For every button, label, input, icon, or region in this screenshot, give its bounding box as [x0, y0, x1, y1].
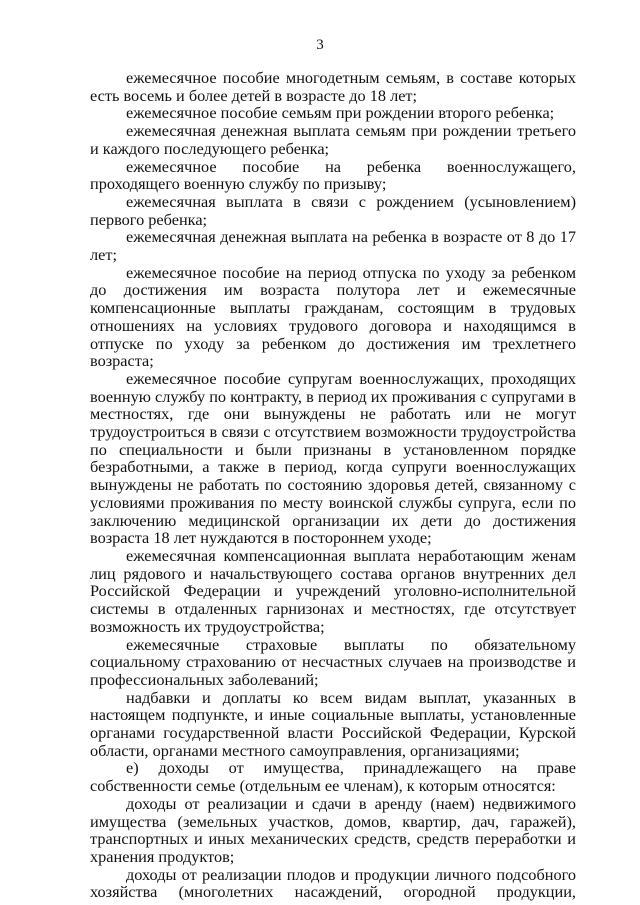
- paragraph: доходы от реализации плодов и продукции личного подсобного хозяйства (многолетних насаждений, огородной продукции,: [90, 864, 576, 902]
- paragraph: ежемесячное пособие многодетным семьям, в составе которых есть восемь и более детей в возрасте до 18 лет;: [90, 68, 576, 105]
- paragraph: ежемесячная компенсационная выплата неработающим женам лиц рядового и начальствующего состава органов внутренних дел Российской Федерации и учреждений уголовно-исполнительной системы в отдаленных гарнизонах и местностях, где отсутствует возможность их трудоустройства;: [90, 545, 576, 636]
- paragraph: ежемесячное пособие на период отпуска по уходу за ребенком до достижения им возраста полутора лет и ежемесячные компенсационные выплаты гражданам, состоящим в трудовых отношениях на условиях трудового договора и находящимся в отпуске по уходу за ребенком до достижения им трехлетнего возраста;: [90, 262, 576, 371]
- paragraph: ежемесячные страховые выплаты по обязательному социальному страхованию от несчастных случаев на производстве и профессиональных заболеваний;: [90, 634, 576, 689]
- paragraph: доходы от реализации и сдачи в аренду (наем) недвижимого имущества (земельных участков, домов, квартир, дач, гаражей), транспортных и иных механических средств, средств переработки и хранения продуктов;: [90, 793, 576, 866]
- paragraph: ежемесячное пособие супругам военнослужащих, проходящих военную службу по контракту, в период их проживания с супругами в местностях, где они вынуждены не работать или не могут трудоустроиться в связи с отсутствием возможности трудоустройства по специальности и были признаны в установленном порядке безработными, а также в период, когда супруги военнослужащих вынуждены не работать по состоянию здоровья детей, связанному с условиями проживания по месту воинской службы супруга, если по заключению медицинской организации их дети до достижения возраста 18 лет нуждаются в постороннем уходе;: [90, 368, 576, 548]
- paragraph: ежемесячная выплата в связи с рождением (усыновлением) первого ребенка;: [90, 191, 576, 229]
- paragraph: надбавки и доплаты ко всем видам выплат, указанных в настоящем подпункте, и иные социальные выплаты, установленные органами государственной власти Российской Федерации, Курской области, органами местного самоуправления, организациями;: [90, 687, 576, 760]
- paragraph: ежемесячная денежная выплата на ребенка в возрасте от 8 до 17 лет;: [90, 227, 576, 265]
- document-body: [90, 69, 576, 901]
- paragraph: ежемесячное пособие семьям при рождении второго ребенка;: [126, 103, 555, 123]
- page-number: 3: [316, 37, 324, 53]
- paragraph: е) доходы от имущества, принадлежащего на праве собственности семье (отдельным ее членам), к которым относятся:: [90, 758, 576, 796]
- paragraph: ежемесячная денежная выплата семьям при рождении третьего и каждого последующего ребенка;: [90, 121, 576, 158]
- paragraph: ежемесячное пособие на ребенка военнослужащего, проходящего военную службу по призыву;: [90, 156, 576, 194]
